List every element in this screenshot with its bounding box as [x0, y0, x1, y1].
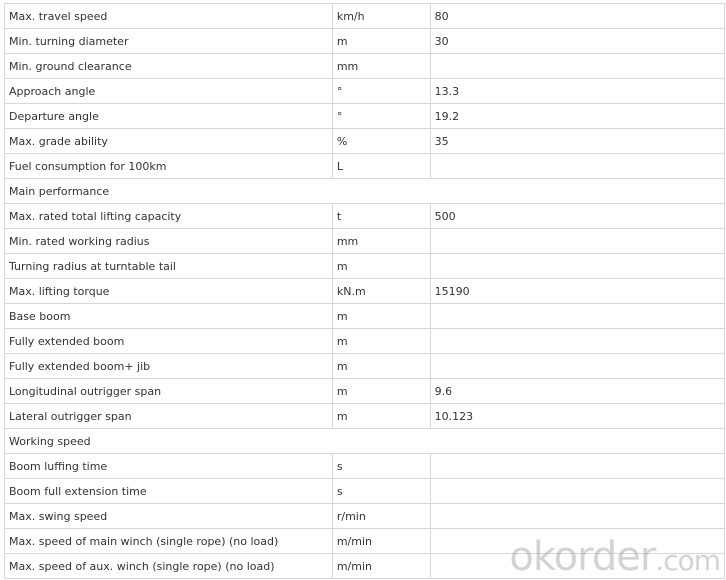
table-row [5, 404, 725, 429]
parameter-cell: Boom luffing time [5, 454, 333, 479]
parameter-cell: Min. rated working radius [5, 229, 333, 254]
unit-cell: m/min [332, 554, 430, 579]
section-title: Working speed [5, 429, 725, 454]
table-row [5, 229, 725, 254]
unit-cell: mm [332, 229, 430, 254]
unit-cell: L [332, 154, 430, 179]
table-row [5, 204, 725, 229]
parameter-cell: Max. speed of main winch (single rope) (no load) [5, 529, 333, 554]
unit-cell: % [332, 129, 430, 154]
value-cell [430, 154, 724, 179]
unit-cell: ° [332, 104, 430, 129]
unit-cell: m [332, 329, 430, 354]
value-cell: 35 [430, 129, 724, 154]
table-row [5, 279, 725, 304]
value-cell [430, 304, 724, 329]
watermark-logo [509, 534, 720, 580]
table-row [5, 29, 725, 54]
watermark-text: okorder [509, 534, 656, 580]
parameter-cell: Base boom [5, 304, 333, 329]
value-cell: 80 [430, 4, 724, 29]
parameter-cell: Max. lifting torque [5, 279, 333, 304]
parameter-cell: Max. speed of aux. winch (single rope) (no load) [5, 554, 333, 579]
value-cell [430, 354, 724, 379]
table-row [5, 254, 725, 279]
value-cell: 9.6 [430, 379, 724, 404]
parameter-cell: Max. travel speed [5, 4, 333, 29]
table-row [5, 154, 725, 179]
table-row [5, 379, 725, 404]
parameter-cell: Max. rated total lifting capacity [5, 204, 333, 229]
value-cell: 19.2 [430, 104, 724, 129]
unit-cell: m [332, 254, 430, 279]
unit-cell: s [332, 479, 430, 504]
value-cell [430, 229, 724, 254]
unit-cell: mm [332, 54, 430, 79]
section-title: Main performance [5, 179, 725, 204]
unit-cell: m [332, 304, 430, 329]
table-row [5, 329, 725, 354]
watermark-suffix: .com [655, 544, 720, 577]
parameter-cell: Max. grade ability [5, 129, 333, 154]
value-cell: 500 [430, 204, 724, 229]
table-row [5, 54, 725, 79]
unit-cell: ° [332, 79, 430, 104]
value-cell: 13.3 [430, 79, 724, 104]
parameter-cell: Departure angle [5, 104, 333, 129]
spec-table-body [5, 4, 725, 579]
value-cell [430, 504, 724, 529]
parameter-cell: Max. swing speed [5, 504, 333, 529]
table-row [5, 504, 725, 529]
parameter-cell: Min. ground clearance [5, 54, 333, 79]
section-header-row [5, 179, 725, 204]
unit-cell: m [332, 404, 430, 429]
unit-cell: km/h [332, 4, 430, 29]
value-cell: 15190 [430, 279, 724, 304]
spec-table [4, 3, 725, 579]
value-cell: 10.123 [430, 404, 724, 429]
unit-cell: m/min [332, 529, 430, 554]
table-row [5, 454, 725, 479]
table-row [5, 129, 725, 154]
unit-cell: m [332, 379, 430, 404]
value-cell [430, 54, 724, 79]
parameter-cell: Longitudinal outrigger span [5, 379, 333, 404]
unit-cell: m [332, 354, 430, 379]
table-row [5, 304, 725, 329]
value-cell [430, 254, 724, 279]
unit-cell: t [332, 204, 430, 229]
table-row [5, 354, 725, 379]
parameter-cell: Fully extended boom [5, 329, 333, 354]
table-row [5, 79, 725, 104]
value-cell: 30 [430, 29, 724, 54]
parameter-cell: Lateral outrigger span [5, 404, 333, 429]
parameter-cell: Approach angle [5, 79, 333, 104]
table-row [5, 4, 725, 29]
table-row [5, 479, 725, 504]
value-cell [430, 479, 724, 504]
unit-cell: m [332, 29, 430, 54]
table-row [5, 104, 725, 129]
parameter-cell: Turning radius at turntable tail [5, 254, 333, 279]
parameter-cell: Fully extended boom+ jib [5, 354, 333, 379]
unit-cell: s [332, 454, 430, 479]
value-cell [430, 454, 724, 479]
parameter-cell: Fuel consumption for 100km [5, 154, 333, 179]
unit-cell: r/min [332, 504, 430, 529]
unit-cell: kN.m [332, 279, 430, 304]
section-header-row [5, 429, 725, 454]
parameter-cell: Boom full extension time [5, 479, 333, 504]
parameter-cell: Min. turning diameter [5, 29, 333, 54]
value-cell [430, 329, 724, 354]
